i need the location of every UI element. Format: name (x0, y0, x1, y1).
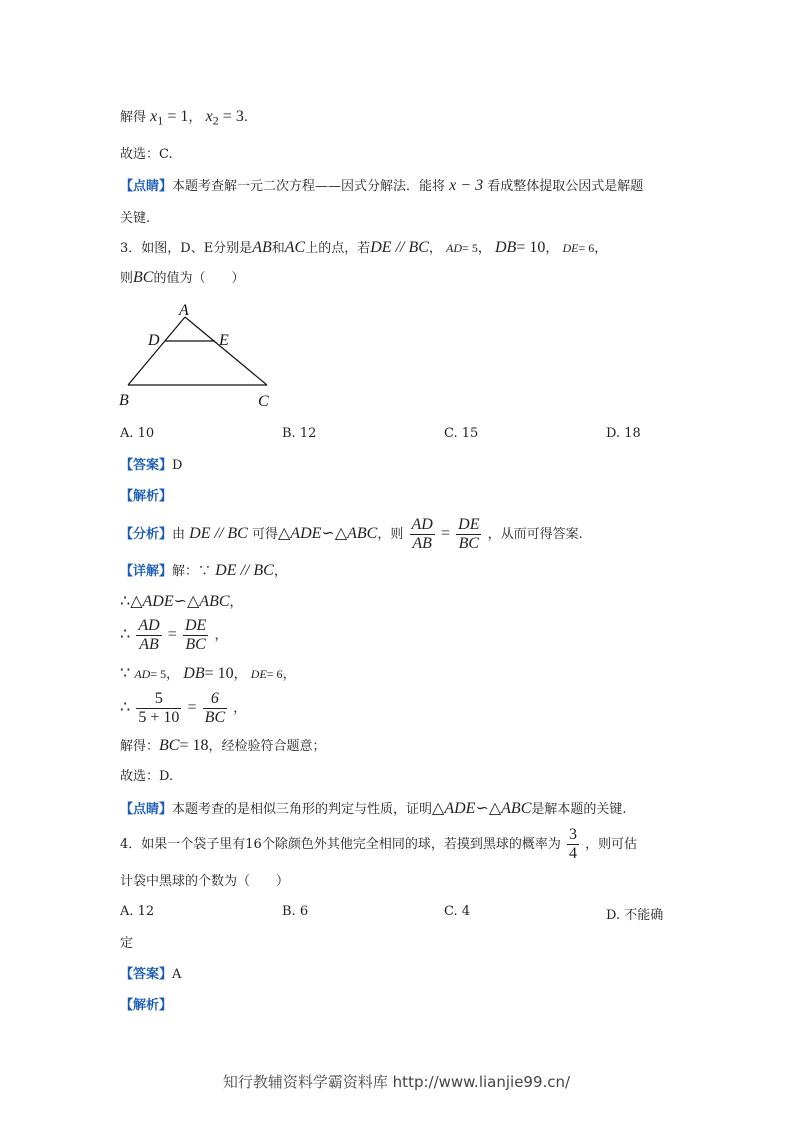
analysis-heading: 【解析】 (120, 489, 173, 504)
fraction: $\frac{AD}{AB}$ (411, 516, 433, 552)
option-d-wrap: 定 (120, 936, 134, 951)
fraction: $\frac{DE}{BC}$ (458, 516, 480, 552)
step-solve: 解得：BC= 18，经检验符合题意； (120, 737, 326, 754)
triangle-figure (115, 300, 285, 410)
comment-tag: 【点睛】 (120, 179, 173, 194)
option-b: B. 6 (282, 904, 309, 919)
label-e: E (219, 332, 229, 349)
q3-stem-line1: 3．如图，D、E分别是AB和AC上的点，若DE // BC， AD= 5， DB= 10， DE= 6， (120, 239, 608, 256)
fenxi-line: 【分析】由 DE // BC 可得△ADE∽△ABC，则 $\frac{AD}{AB}$ = $\frac{DE}{BC}$ ，从而可得答案. (120, 516, 583, 552)
detail-line: 【详解】解：∵ DE // BC， (120, 562, 287, 579)
answer-line: 【答案】D (120, 458, 183, 473)
step-given: ∵ AD= 5， DB= 10， DE= 6， (120, 665, 296, 682)
q4-stem-line2: 计袋中黑球的个数为（ ） (120, 874, 290, 889)
footer-watermark: 知行教辅资料学霸资料库 http://www.lianjie99.cn/ (222, 1073, 571, 1091)
side-ab (128, 317, 185, 385)
comment-line: 【点睛】本题考查的是相似三角形的判定与性质，证明△ADE∽△ABC是解本题的关键. (120, 800, 627, 817)
option-b: B. 12 (282, 426, 317, 441)
solution-line: 解得 $x_1 = 1$， $x_2 = 3$. (120, 108, 249, 128)
option-c: C. 15 (444, 426, 479, 441)
label-a: A (179, 302, 189, 319)
option-a: A. 10 (120, 426, 155, 441)
step-similar: ∴△ADE∽△ABC， (120, 593, 243, 610)
q3-stem-line2: 则BC的值为（ ） (120, 269, 245, 286)
label-d: D (148, 332, 160, 349)
comment-line: 【点睛】本题考查解一元二次方程——因式分解法．能将 x − 3 看成整体提取公因式是解题 (120, 177, 644, 194)
answer-line: 【答案】A (120, 967, 182, 982)
label-c: C (258, 393, 269, 410)
label-b: B (119, 392, 129, 409)
option-c: C. 4 (444, 904, 471, 919)
choose-line: 故选：D. (120, 769, 174, 784)
option-d: D. 18 (606, 426, 641, 441)
analysis-heading: 【解析】 (120, 998, 173, 1013)
option-d: D. 不能确 (606, 908, 664, 923)
step-substitute: ∴ $\frac{5}{5 + 10}$ = $\frac{6}{BC}$ ， (120, 690, 247, 726)
side-ac (185, 317, 267, 385)
comment-continuation: 关键. (120, 211, 151, 226)
choose-line: 故选：C. (120, 147, 173, 162)
q4-stem-line1: 4．如果一个袋子里有16个除颜色外其他完全相同的球，若摸到黑球的概率为 $\frac{3}{4}$ ，则可估 (120, 826, 638, 862)
option-a: A. 12 (120, 904, 155, 919)
step-ratio: ∴ $\frac{AD}{AB}$ = $\frac{DE}{BC}$ ， (120, 617, 228, 653)
